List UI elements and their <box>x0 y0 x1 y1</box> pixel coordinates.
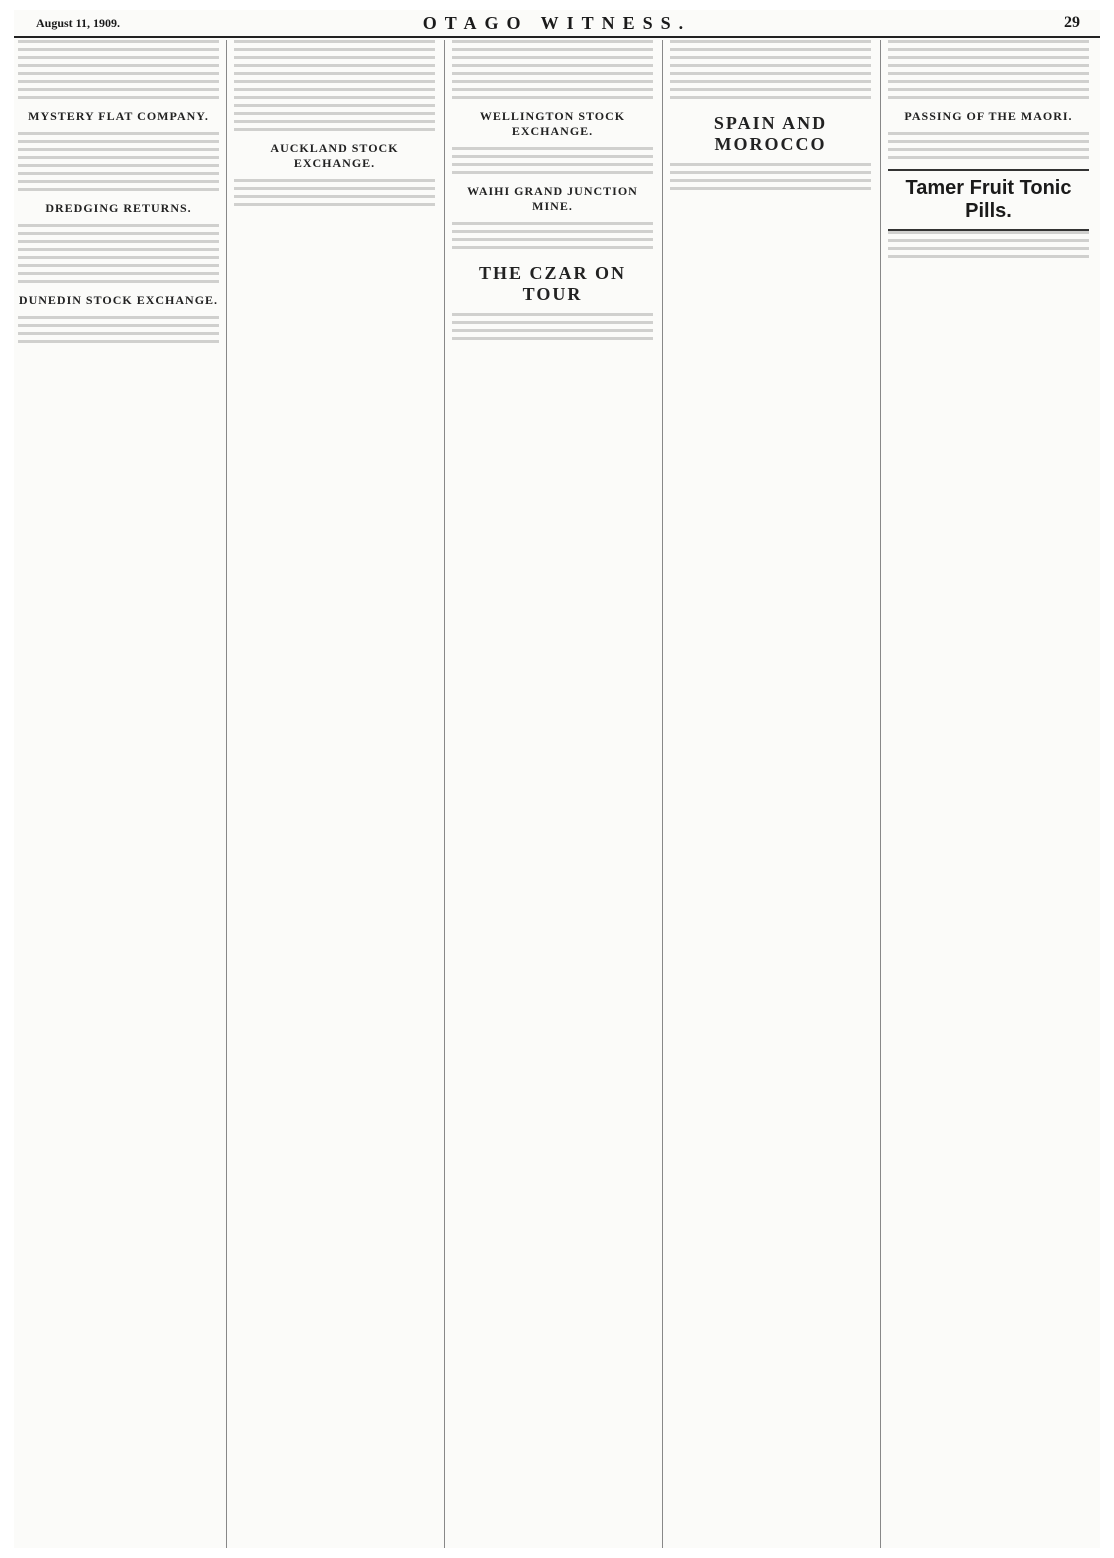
column-1 <box>14 40 223 1548</box>
section-heading: WAIHI GRAND JUNCTION MINE. <box>467 184 638 213</box>
column-4 <box>666 40 875 1548</box>
column-3 <box>448 40 657 1548</box>
page-number: 29 <box>1064 14 1080 31</box>
section-heading: DREDGING RETURNS. <box>45 201 192 215</box>
section-heading: AUCKLAND STOCK EXCHANGE. <box>270 141 399 170</box>
column-rule <box>880 40 881 1548</box>
page-header <box>14 10 1100 38</box>
column-2 <box>230 40 439 1548</box>
section-heading: THE CZAR ON TOUR <box>478 263 626 304</box>
section-heading: SPAIN AND MOROCCO <box>713 113 828 154</box>
section-heading: WELLINGTON STOCK EXCHANGE. <box>479 109 626 138</box>
section-heading: DUNEDIN STOCK EXCHANGE. <box>18 293 219 307</box>
newspaper-page <box>14 10 1100 1548</box>
article-columns <box>14 40 1100 1548</box>
section-heading: MYSTERY FLAT COMPANY. <box>28 109 209 123</box>
column-rule <box>662 40 663 1548</box>
section-heading: PASSING OF THE MAORI. <box>904 109 1073 123</box>
issue-date: August 11, 1909. <box>36 16 121 30</box>
column-rule <box>444 40 445 1548</box>
advertisement: Tamer Fruit Tonic Pills. <box>888 169 1089 231</box>
masthead: OTAGO WITNESS. <box>422 13 692 33</box>
column-5 <box>884 40 1093 1548</box>
column-rule <box>226 40 227 1548</box>
